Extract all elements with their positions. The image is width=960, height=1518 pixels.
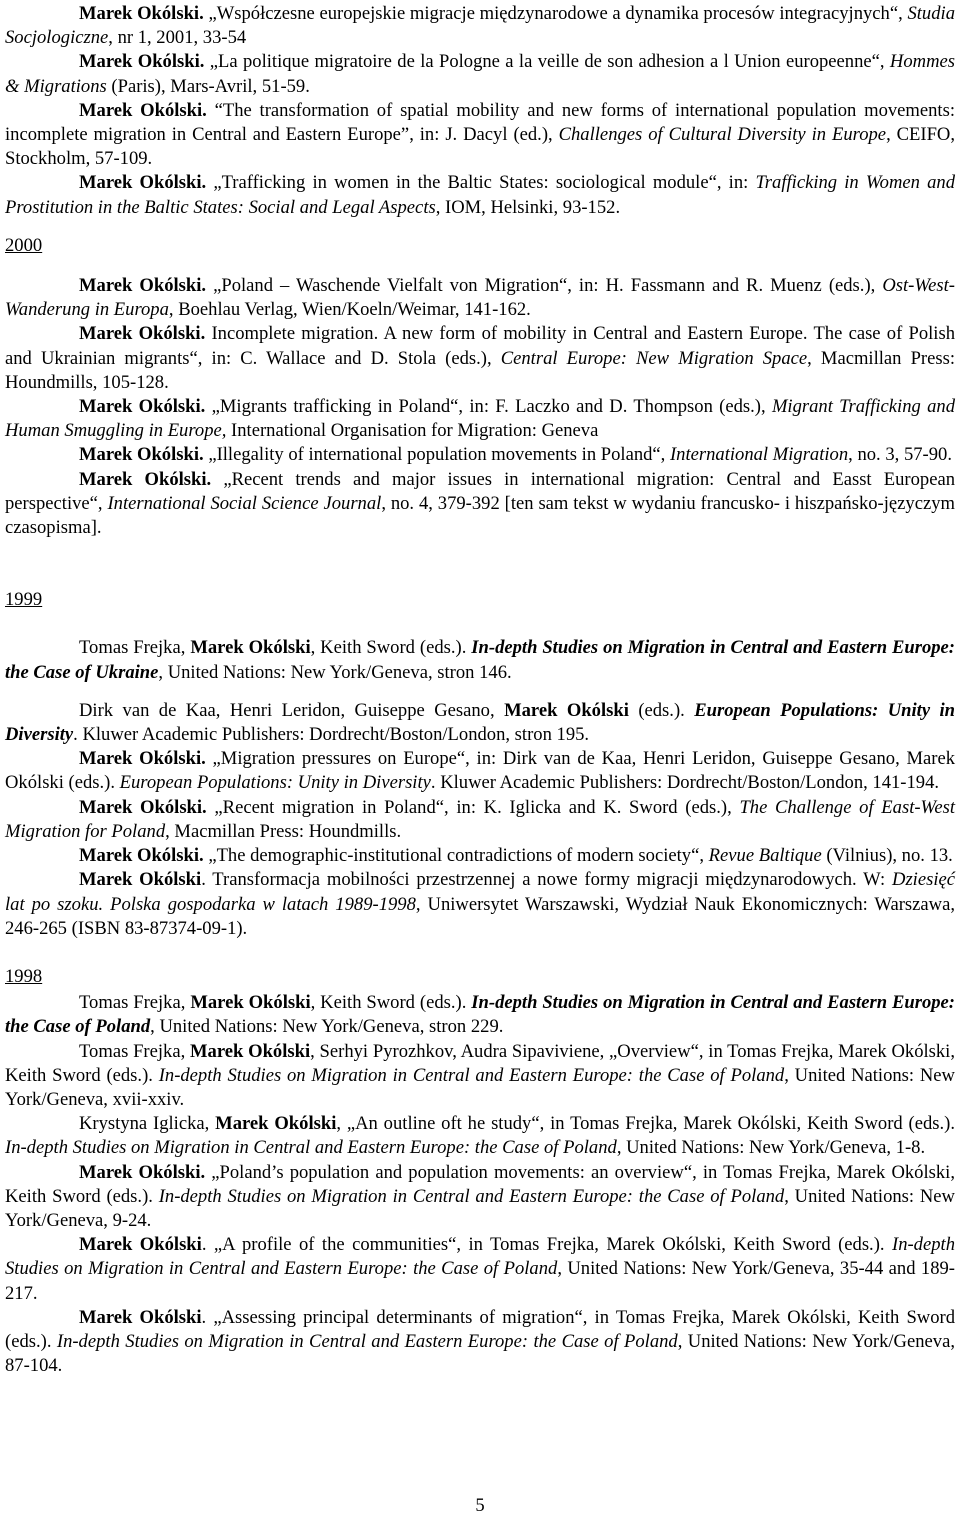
entry-text: , IOM, Helsinki, 93-152.	[435, 196, 621, 218]
publication-title: The Challenge of East-West Migration for Poland	[5, 796, 955, 842]
publication-title: European Populations: Unity in Diversity	[5, 699, 956, 746]
author-name: Marek Okólski	[79, 1234, 202, 1256]
publication-title: In-depth Studies on Migration in Central and Eastern Europe: the Case of Poland	[5, 1234, 955, 1280]
bibliography-entry	[5, 844, 955, 868]
entry-text: . Kluwer Academic Publishers: Dordrecht/Boston/London, 141-194.	[430, 772, 940, 794]
bibliography-page	[5, 2, 955, 1378]
bibliography-entry	[5, 991, 955, 1039]
author-name: Marek Okólski.	[79, 845, 204, 867]
author-name: Marek Okólski	[79, 869, 202, 891]
entry-text: , United Nations: New York/Geneva, 87-104.	[5, 1330, 955, 1377]
entry-text: . Kluwer Academic Publishers: Dordrecht/Boston/London, stron 195.	[73, 724, 590, 746]
bibliography-entry	[5, 171, 955, 219]
entry-text: „Migration pressures on Europe“, in: Dirk van de Kaa, Henri Leridon, Guiseppe Gesano, Marek Okólski (eds.).	[5, 748, 955, 794]
author-name: Marek Okólski	[79, 1306, 202, 1328]
entry-text: Tomas Frejka,	[79, 992, 191, 1014]
publication-title: Central Europe: New Migration Space	[500, 347, 808, 369]
author-name: Marek Okólski	[190, 637, 311, 659]
year-heading-2000: 2000	[5, 234, 43, 256]
publication-title: In-depth Studies on Migration in Central and Eastern Europe: the Case of Poland	[5, 992, 955, 1038]
entry-text: , nr 1, 2001, 33-54	[108, 27, 247, 49]
year-heading-1998: 1998	[5, 965, 43, 987]
bibliography-entry	[5, 1161, 955, 1234]
bibliography-entry	[5, 796, 955, 844]
entry-text: International Organisation for Migration: Geneva	[226, 420, 599, 442]
entry-text: „Poland – Waschende Vielfalt von Migration“, in: H. Fassmann and R. Muenz (eds.),	[206, 275, 883, 297]
entry-text: (eds.).	[628, 699, 695, 721]
entry-text: , United Nations: New York/Geneva, 1-8.	[616, 1137, 926, 1159]
entry-text: , Serhyi Pyrozhkov, Audra Sipaviviene, „Overview“, in Tomas Frejka, Marek Okólski, Keith Sword (eds.).	[5, 1040, 956, 1086]
publication-title: In-depth Studies on Migration in Central and Eastern Europe: the Case of Poland	[158, 1064, 785, 1086]
entry-text: „Illegality of international population movements in Poland“,	[203, 444, 670, 466]
author-name: Marek Okólski.	[79, 748, 206, 770]
bibliography-entry	[5, 1233, 955, 1306]
publication-title: International Social Science Journal	[107, 492, 382, 514]
publication-title: Studia Socjologiczne	[5, 3, 955, 49]
entry-text: . „A profile of the communities“, in Tomas Frejka, Marek Okólski, Keith Sword (eds.).	[201, 1234, 892, 1256]
author-name: Marek Okólski.	[79, 99, 207, 121]
bibliography-entry	[5, 322, 955, 395]
author-name: Marek Okólski.	[79, 323, 206, 345]
entry-text: , no. 3, 57-90.	[848, 444, 952, 466]
author-name: Marek Okólski	[504, 699, 629, 721]
entry-text: , Macmillan Press: Houndmills, 105-128.	[5, 347, 956, 393]
entry-text: „Poland’s population and population movements: an overview“, in Tomas Frejka, Marek Okólski, Keith Sword (eds.).	[5, 1161, 955, 1207]
publication-title: Ost-West-Wanderung in Europa	[5, 275, 955, 321]
entry-text: . Transformacja mobilności przestrzennej a nowe formy migracji międzynarodowych. W:	[201, 869, 893, 891]
publication-title: Trafficking in Women and Prostitution in the Baltic States: Social and Legal Aspects	[5, 172, 955, 218]
publication-title: Migrant Trafficking and Human Smuggling in Europe,	[5, 396, 955, 442]
entry-text: „Współczesne europejskie migracje międzynarodowe a dynamika procesów integracyjnych“,	[203, 3, 908, 24]
entry-text: Incomplete migration. A new form of mobility in Central and Eastern Europe. The case of Polish and Ukrainian migrants“, in: C. Wallace and D. Stola (eds.),	[5, 323, 955, 369]
entry-text: , CEIFO, Stockholm, 57-109.	[5, 124, 956, 170]
entry-text: . „Assessing principal determinants of migration“, in Tomas Frejka, Marek Okólski, Keith Sword (eds.).	[5, 1306, 956, 1352]
entry-text: , United Nations: New York/Geneva, stron 146.	[158, 661, 512, 683]
bibliography-entry	[5, 99, 955, 172]
bibliography-entry	[5, 274, 955, 322]
publication-title: In-depth Studies on Migration in Central and Eastern Europe: the Case of Poland	[158, 1185, 785, 1207]
bibliography-entry	[5, 868, 955, 941]
author-name: Marek Okólski.	[79, 796, 207, 818]
entry-text: Krystyna Iglicka,	[79, 1113, 216, 1135]
publication-title: In-depth Studies on Migration in Central and Eastern Europe: the Case of Ukraine	[5, 637, 955, 683]
entry-text: “The transformation of spatial mobility and new forms of international population movements: incomplete migration in Central and Eastern Europe”, in: J. Dacyl (ed.),	[5, 99, 956, 146]
year-heading-1999: 1999	[5, 589, 43, 611]
entry-text: , United Nations: New York/Geneva, xvii-xxiv.	[5, 1064, 955, 1110]
author-name: Marek Okólski.	[79, 172, 207, 194]
publication-title: Hommes & Migrations	[5, 51, 955, 97]
entry-text: Tomas Frejka,	[79, 1040, 190, 1062]
publication-title: International Migration	[669, 444, 849, 466]
author-name: Marek Okólski	[215, 1113, 337, 1135]
author-name: Marek Okólski.	[79, 1161, 206, 1183]
entry-text: , United Nations: New York/Geneva, 9-24.	[5, 1185, 955, 1231]
entry-text: , „An outline oft he study“, in Tomas Frejka, Marek Okólski, Keith Sword (eds.).	[336, 1113, 956, 1135]
author-name: Marek Okólski.	[79, 51, 205, 73]
author-name: Marek Okólski.	[79, 468, 212, 490]
bibliography-entry	[5, 50, 955, 98]
author-name: Marek Okólski	[190, 992, 311, 1014]
entry-text: „Recent trends and major issues in international migration: Central and Easst European perspective“,	[5, 468, 955, 514]
author-name: Marek Okólski.	[79, 396, 206, 418]
author-name: Marek Okólski.	[79, 3, 204, 24]
bibliography-list	[5, 2, 955, 1378]
entry-text: „The demographic-institutional contradictions of modern society“,	[203, 845, 709, 867]
entry-text: , Keith Sword (eds.).	[310, 637, 472, 659]
author-name: Marek Okólski.	[79, 444, 204, 466]
entry-text: , United Nations: New York/Geneva, 35-44 and 189-217.	[5, 1258, 955, 1304]
bibliography-entry	[5, 1112, 955, 1160]
entry-text: , United Nations: New York/Geneva, stron 229.	[150, 1016, 504, 1038]
entry-text: , Uniwersytet Warszawski, Wydział Nauk Ekonomicznych: Warszawa, 246-265 (ISBN 83-87374-09-1).	[5, 893, 955, 939]
entry-text: „Migrants trafficking in Poland“, in: F. Laczko and D. Thompson (eds.),	[205, 396, 772, 418]
entry-text: „Recent migration in Poland“, in: K. Iglicka and K. Sword (eds.),	[206, 796, 740, 818]
bibliography-entry	[5, 1040, 955, 1113]
entry-text: , Macmillan Press: Houndmills.	[165, 820, 402, 842]
bibliography-entry	[5, 468, 955, 541]
entry-text: „La politique migratoire de la Pologne a la veille de son adhesion a l Union europeenne“,	[204, 51, 890, 73]
bibliography-entry	[5, 443, 955, 467]
entry-text: , no. 4, 379-392 [ten sam tekst w wydaniu francusko- i hiszpańsko-języczym czasopisma].	[5, 492, 955, 539]
entry-text: Tomas Frejka,	[79, 637, 191, 659]
publication-title: European Populations: Unity in Diversity	[119, 772, 431, 794]
bibliography-entry	[5, 395, 955, 443]
publication-title: In-depth Studies on Migration in Central and Eastern Europe: the Case of Poland	[5, 1137, 617, 1159]
publication-title: Dziesięć lat po szoku. Polska gospodarka w latach 1989-1998	[5, 869, 956, 915]
bibliography-entry	[5, 2, 955, 50]
publication-title: Revue Baltique	[708, 845, 822, 867]
entry-text: , Keith Sword (eds.).	[310, 992, 472, 1014]
author-name: Marek Okólski.	[79, 275, 207, 297]
publication-title: Challenges of Cultural Diversity in Europe	[558, 124, 887, 146]
author-name: Marek Okólski	[190, 1040, 311, 1062]
bibliography-entry	[5, 747, 955, 795]
entry-text: , Boehlau Verlag, Wien/Koeln/Weimar, 141-162.	[168, 299, 531, 321]
entry-text: (Vilnius), no. 13.	[821, 845, 953, 867]
entry-text: „Trafficking in women in the Baltic States: sociological module“, in:	[206, 172, 756, 194]
publication-title: In-depth Studies on Migration in Central and Eastern Europe: the Case of Poland	[56, 1330, 678, 1352]
bibliography-entry	[5, 636, 955, 684]
entry-text: (Paris), Mars-Avril, 51-59.	[106, 75, 310, 97]
bibliography-entry	[5, 699, 955, 747]
page-number: 5	[475, 1495, 485, 1516]
entry-text: Dirk van de Kaa, Henri Leridon, Guiseppe Gesano,	[79, 699, 505, 721]
bibliography-entry	[5, 1306, 955, 1379]
